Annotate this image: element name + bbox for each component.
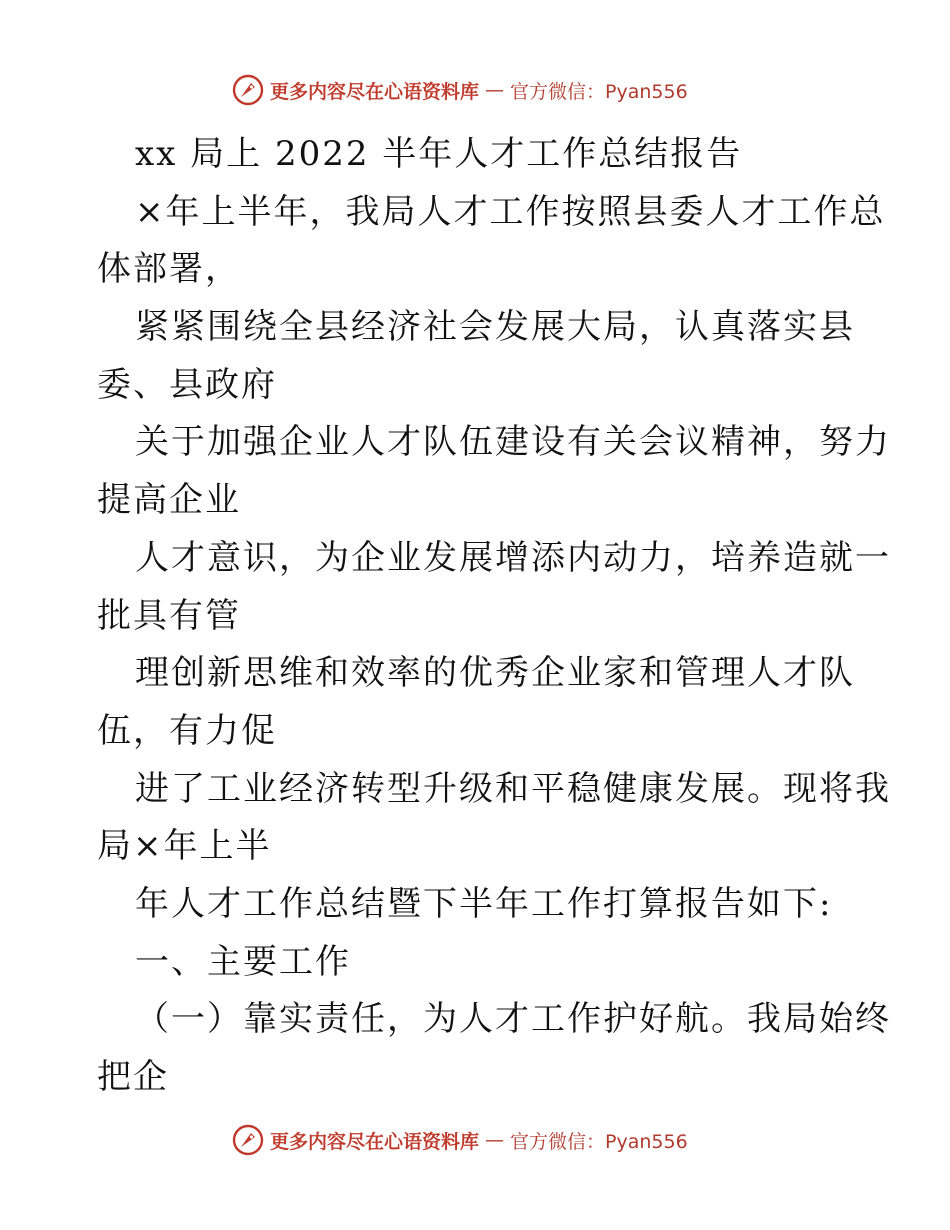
watermark-wechat-text: 官方微信：Pyan556	[510, 80, 688, 103]
paragraph-line: 批具有管	[97, 595, 241, 636]
paragraph-line: 进了工业经济转型升级和平稳健康发展。现将我	[135, 768, 891, 809]
watermark-dash: —	[485, 1129, 505, 1151]
paragraph-line: 年人才工作总结暨下半年工作打算报告如下:	[135, 883, 833, 924]
paragraph-line: 伍，有力促	[97, 710, 277, 751]
section-heading: 一、主要工作	[135, 941, 351, 982]
paragraph-line: 关于加强企业人才队伍建设有关会议精神，努力	[135, 422, 891, 463]
footer-watermark	[232, 1123, 688, 1157]
paragraph-line: 体部署，	[97, 249, 241, 290]
paragraph-line: ×年上半年，我局人才工作按照县委人才工作总	[135, 191, 886, 232]
pen-nib-circle-icon	[232, 74, 264, 106]
paragraph-line: 人才意识，为企业发展增添内动力，培养造就一	[135, 537, 891, 578]
pen-nib-circle-icon	[232, 1124, 264, 1156]
paragraph-line: 委、县政府	[97, 364, 277, 405]
watermark-site-text: 更多内容尽在心语资料库	[270, 80, 480, 103]
paragraph-line: （一）靠实责任，为人才工作护好航。我局始终	[135, 999, 891, 1040]
paragraph-line: 提高企业	[97, 480, 241, 521]
paragraph-line: 把企	[97, 1057, 169, 1097]
paragraph-line: 局×年上半	[97, 826, 272, 867]
header-watermark	[232, 73, 688, 107]
paragraph-line: 理创新思维和效率的优秀企业家和管理人才队	[135, 653, 855, 694]
paragraph-line: 紧紧围绕全县经济社会发展大局，认真落实县	[135, 307, 855, 348]
watermark-site-text: 更多内容尽在心语资料库	[270, 1130, 480, 1153]
document-body	[97, 126, 891, 1107]
watermark-wechat-text: 官方微信：Pyan556	[510, 1130, 688, 1153]
watermark-dash: —	[485, 79, 505, 101]
document-title: xx 局上 2022 半年人才工作总结报告	[135, 134, 743, 174]
